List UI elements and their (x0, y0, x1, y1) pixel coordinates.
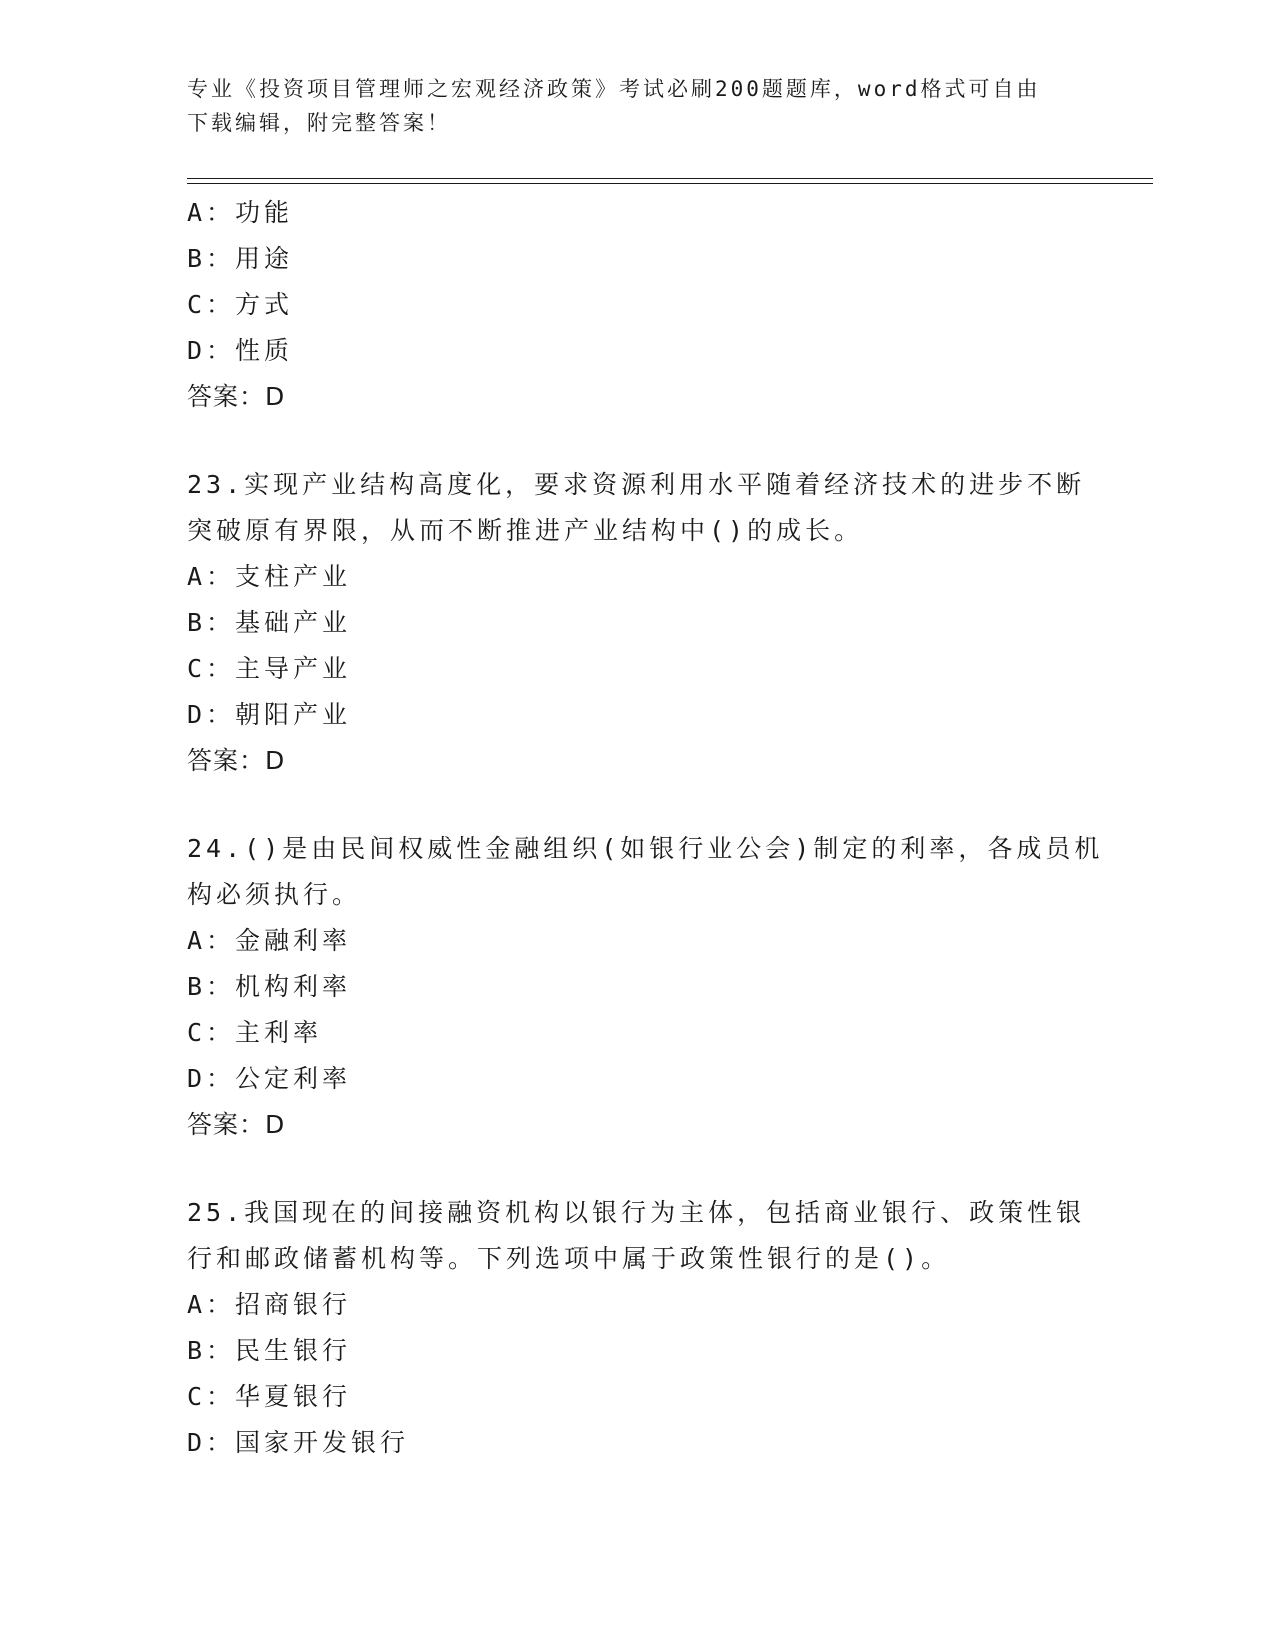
option-b: B：机构利率 (187, 972, 352, 1001)
option-a: A：功能 (187, 198, 294, 227)
question-text-line-2: 突破原有界限，从而不断推进产业结构中()的成长。 (187, 516, 864, 545)
answer-line: 答案：D (187, 746, 286, 775)
question-block-23 (187, 462, 1087, 784)
answer-line: 答案：D (187, 382, 286, 411)
block-spacer (187, 1148, 1087, 1190)
option-c: C：方式 (187, 290, 294, 319)
header-line-1: 专业《投资项目管理师之宏观经济政策》考试必刷200题题库，word格式可自由 (187, 77, 1041, 101)
option-d: D：公定利率 (187, 1064, 352, 1093)
option-c: C：华夏银行 (187, 1382, 352, 1411)
question-text-line-1: 24.()是由民间权威性金融组织(如银行业公会)制定的利率，各成员机 (187, 834, 1104, 863)
option-d: D：朝阳产业 (187, 700, 352, 729)
option-b: B：用途 (187, 244, 294, 273)
question-block-22 (187, 190, 1087, 420)
question-text-line-1: 25.我国现在的间接融资机构以银行为主体，包括商业银行、政策性银 (187, 1198, 1086, 1227)
answer-line: 答案：D (187, 1110, 286, 1139)
header-divider-top (187, 178, 1153, 179)
question-text-line-1: 23.实现产业结构高度化，要求资源利用水平随着经济技术的进步不断 (187, 470, 1086, 499)
option-a: A：金融利率 (187, 926, 352, 955)
option-d: D：国家开发银行 (187, 1428, 410, 1457)
document-header (187, 72, 1087, 140)
option-a: A：支柱产业 (187, 562, 352, 591)
question-text-line-2: 行和邮政储蓄机构等。下列选项中属于政策性银行的是()。 (187, 1244, 951, 1273)
option-c: C：主利率 (187, 1018, 323, 1047)
question-block-25 (187, 1190, 1087, 1466)
block-spacer (187, 420, 1087, 462)
question-list (187, 190, 1104, 1466)
option-a: A：招商银行 (187, 1290, 352, 1319)
option-b: B：基础产业 (187, 608, 352, 637)
question-text-line-2: 构必须执行。 (187, 880, 362, 909)
option-c: C：主导产业 (187, 654, 352, 683)
block-spacer (187, 784, 1087, 826)
header-line-2: 下载编辑，附完整答案！ (187, 111, 451, 135)
question-block-24 (187, 826, 1104, 1148)
option-d: D：性质 (187, 336, 294, 365)
header-divider-bottom (187, 183, 1153, 184)
option-b: B：民生银行 (187, 1336, 352, 1365)
